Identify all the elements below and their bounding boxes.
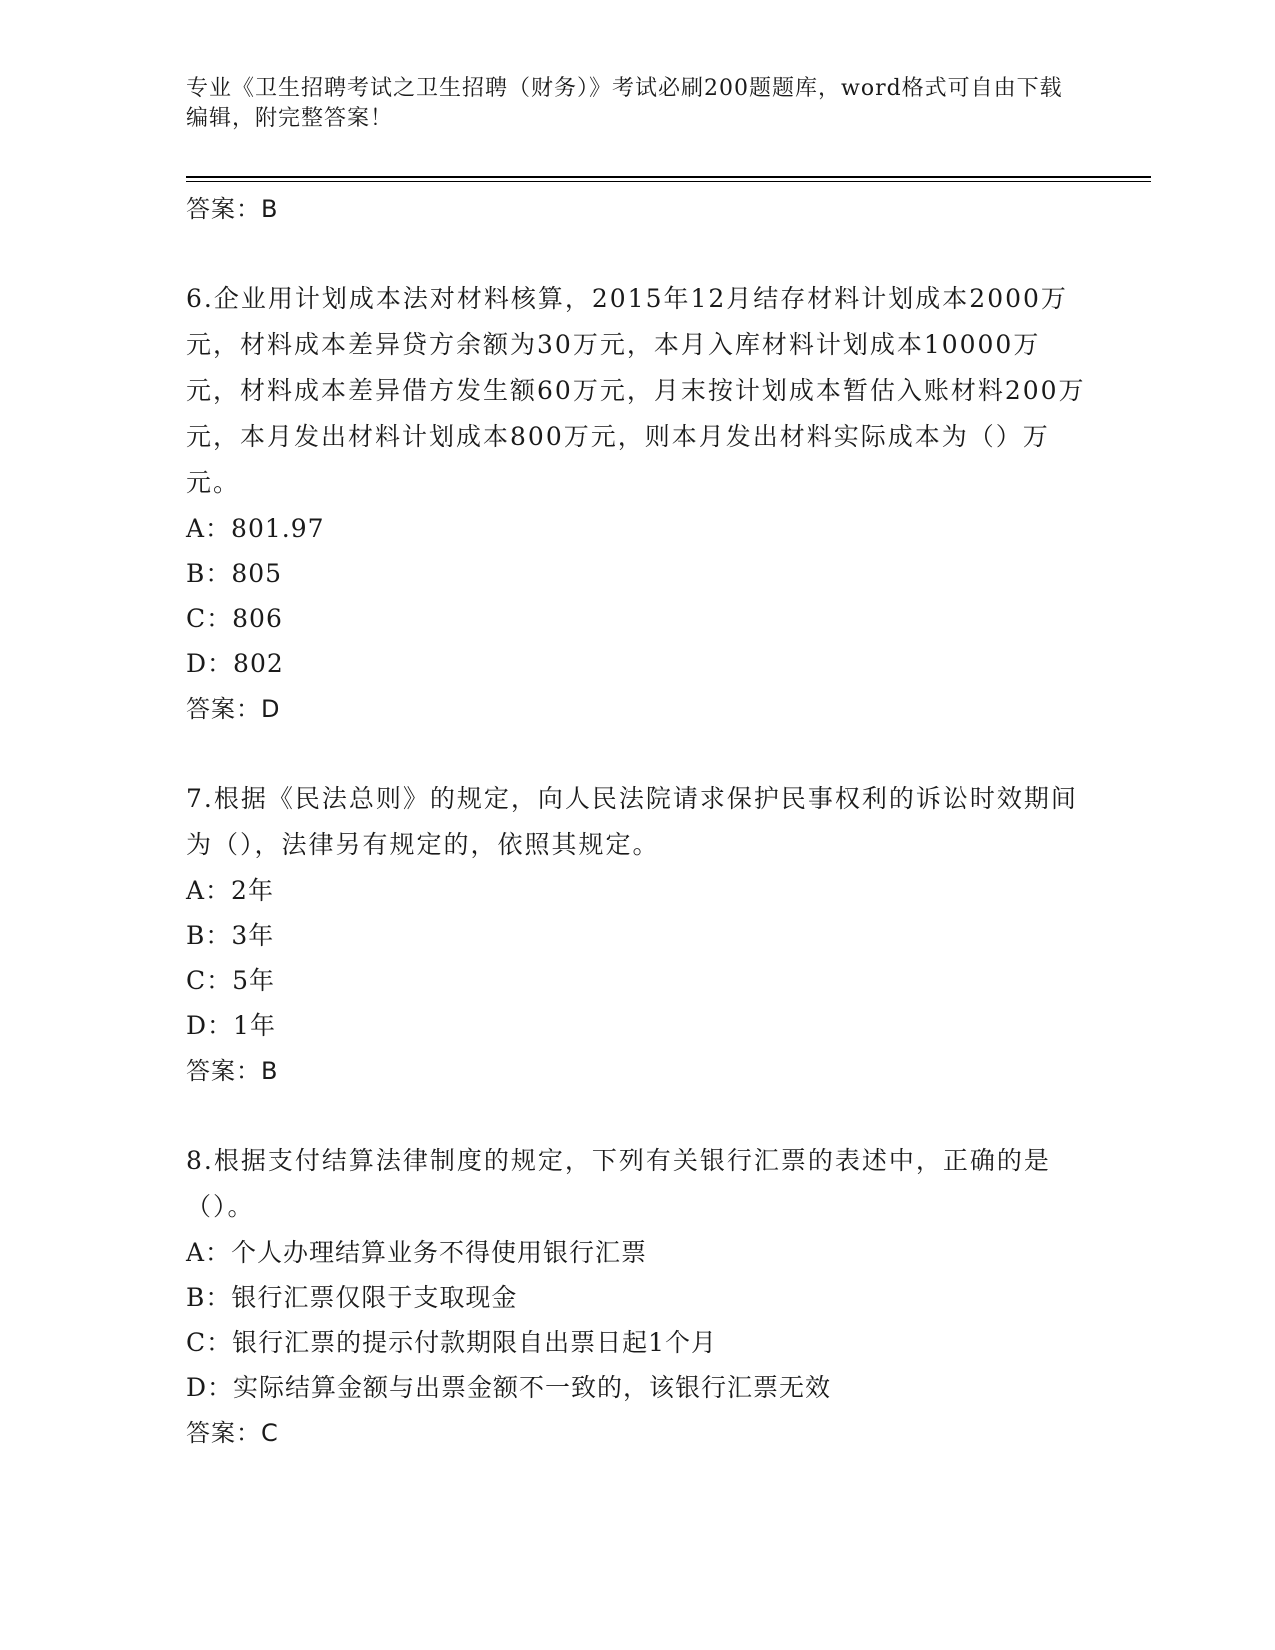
answer-line: 答案：C	[186, 1419, 279, 1447]
page-header-text: 专业《卫生招聘考试之卫生招聘（财务）》考试必刷200题题库，word格式可自由下载编辑，附完整答案！	[186, 76, 1063, 131]
header-divider-thick	[186, 176, 1151, 178]
option-a: A：个人办理结算业务不得使用银行汇票	[186, 1238, 648, 1267]
option-c: C：5年	[186, 966, 276, 995]
question-stem: 8.根据支付结算法律制度的规定，下列有关银行汇票的表述中，正确的是（）。	[186, 1146, 1051, 1221]
option-c: C：银行汇票的提示付款期限自出票日起1个月	[186, 1328, 718, 1357]
answer-line: 答案：B	[186, 195, 279, 223]
spacer	[186, 1094, 1086, 1138]
option-d: D：802	[186, 649, 284, 678]
question-block	[186, 776, 1086, 1094]
question-stem: 6.企业用计划成本法对材料核算，2015年12月结存材料计划成本2000万元，材料成本差异贷方余额为30万元，本月入库材料计划成本10000万元，材料成本差异借方发生额60万元，月末按计划成本暂估入账材料200万元，本月发出材料计划成本800万元，则本月发出材料实际成本为（）万元。	[186, 284, 1086, 497]
option-c: C：806	[186, 604, 283, 633]
option-a: A：2年	[186, 876, 274, 905]
option-a: A：801.97	[186, 514, 325, 543]
question-stem: 7.根据《民法总则》的规定，向人民法院请求保护民事权利的诉讼时效期间为（），法律另有规定的，依照其规定。	[186, 784, 1078, 859]
spacer	[186, 232, 1086, 276]
header-divider-thin	[186, 181, 1151, 182]
option-b: B：805	[186, 559, 283, 588]
question-block	[186, 276, 1086, 732]
option-b: B：3年	[186, 921, 275, 950]
spacer	[186, 732, 1086, 776]
option-d: D：1年	[186, 1011, 276, 1040]
question-content	[186, 186, 1086, 1456]
question-block	[186, 1138, 1086, 1456]
answer-line: 答案：B	[186, 1057, 279, 1085]
option-d: D：实际结算金额与出票金额不一致的，该银行汇票无效	[186, 1373, 832, 1402]
option-b: B：银行汇票仅限于支取现金	[186, 1283, 518, 1312]
answer-line: 答案：D	[186, 695, 281, 723]
